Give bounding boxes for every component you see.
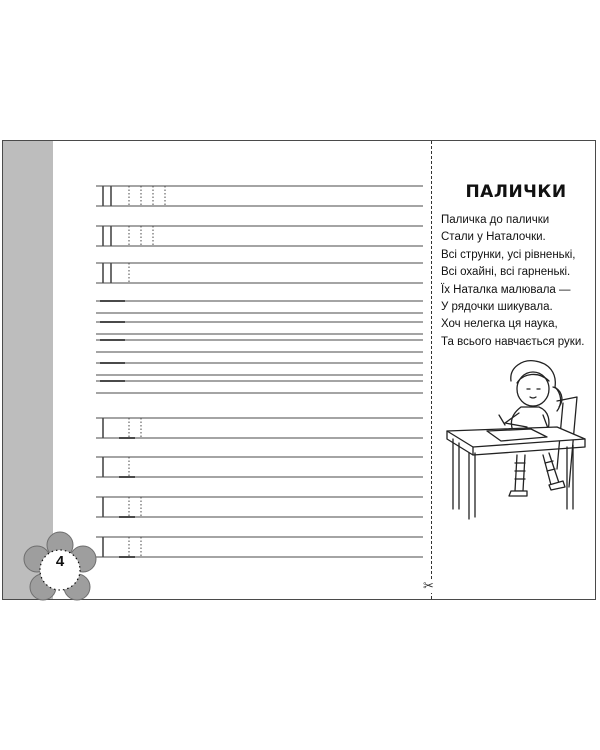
poem-line: Всі охайні, всі гарненькі. bbox=[441, 266, 571, 279]
poem-line: Всі струнки, усі рівненькі, bbox=[441, 248, 576, 261]
page-number: 4 bbox=[55, 553, 65, 570]
poem-line: Стали у Наталочки. bbox=[441, 231, 546, 244]
flower-badge bbox=[21, 531, 99, 609]
scissors-icon: ✂ bbox=[423, 578, 434, 593]
poem-line: Їх Наталка малювала — bbox=[441, 283, 571, 296]
poem-line: Паличка до палички bbox=[441, 214, 550, 226]
poem-line: Хоч нелегка ця наука, bbox=[441, 318, 558, 331]
girl-writing-at-desk-illustration bbox=[439, 359, 589, 529]
poem-line: Та всього навчається руки. bbox=[441, 335, 585, 348]
cut-line bbox=[431, 141, 432, 599]
page-title: ПАЛИЧКИ bbox=[465, 182, 567, 202]
poem bbox=[441, 212, 600, 351]
workbook-page bbox=[2, 140, 596, 600]
poem-line: У рядочки шикувала. bbox=[441, 301, 553, 314]
